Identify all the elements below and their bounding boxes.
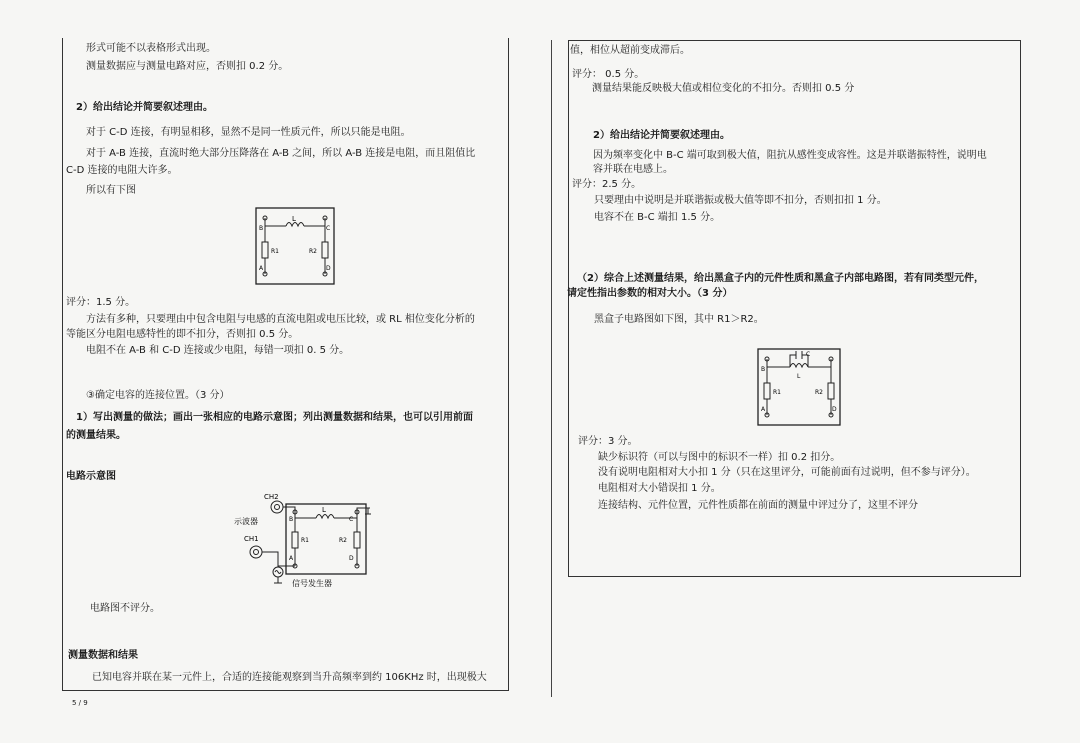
fig2-label-ch1: CH1 xyxy=(244,535,259,543)
fig3-label-D: D xyxy=(832,406,837,413)
left-line-method-task-cont: 的测量结果。 xyxy=(66,430,126,441)
fig2-label-B: B xyxy=(289,516,294,523)
right-score-2: 评分：2.5 分。 xyxy=(572,179,642,190)
left-heading-diagram: 电路示意图 xyxy=(66,471,116,482)
left-score-1: 评分：1.5 分。 xyxy=(66,297,136,308)
left-line-ab-cont: C-D 连接的电阻大许多。 xyxy=(66,165,178,176)
fig1-label-A: A xyxy=(259,265,264,272)
left-line-method-task: 1）写出测量的做法；画出一张相应的电路示意图；列出测量数据和结果，也可以引用前面 xyxy=(76,412,473,423)
fig1-label-C: C xyxy=(326,225,331,232)
fig3-label-B: B xyxy=(761,366,766,373)
right-line-17: 连接结构、元件位置，元件性质都在前面的测量中评过分了，这里不评分 xyxy=(598,500,918,511)
left-line-methods-cont: 等能区分电阻电感特性的即不扣分，否则扣 0.5 分。 xyxy=(66,329,299,340)
fig2-label-L: L xyxy=(322,506,326,514)
fig3-label-C: C xyxy=(806,351,811,358)
fig2-label-C: C xyxy=(349,516,354,523)
fig2-label-D: D xyxy=(349,555,354,562)
right-line-blackbox: 黑盒子电路图如下图，其中 R1＞R2。 xyxy=(594,314,764,325)
page-divider xyxy=(551,40,552,697)
left-line-ab: 对于 A-B 连接，直流时绝大部分压降落在 A-B 之间，所以 A-B 连接是电阻，而且阻值比 xyxy=(86,148,476,159)
left-line-methods: 方法有多种，只要理由中包含电阻与电感的直流电阻或电压比较，或 RL 相位变化分析的 xyxy=(86,314,475,325)
left-heading-data: 测量数据和结果 xyxy=(68,650,138,661)
right-heading-summary: （2）综合上述测量结果，给出黑盒子内的元件性质和黑盒子内部电路图，若有同类型元件， xyxy=(577,273,984,284)
left-line-figure-intro: 所以有下图 xyxy=(86,185,136,196)
left-line-2: 测量数据应与测量电路对应，否则扣 0.2 分。 xyxy=(86,61,289,72)
right-heading-summary-cont: 请定性指出参数的相对大小。（3 分） xyxy=(567,288,733,299)
right-line-8: 只要理由中说明是并联谐振或极大值等即不扣分，否则扣扣 1 分。 xyxy=(594,195,887,206)
right-line-reason: 因为频率变化中 B-C 端可取到极大值，阻抗从感性变成容性。这是并联谐振特性，说明电 xyxy=(593,150,987,161)
right-page-frame xyxy=(568,40,1021,577)
right-heading-conclusion: 2）给出结论并简要叙述理由。 xyxy=(593,130,730,141)
fig3-label-R1: R1 xyxy=(773,389,781,396)
right-line-15: 没有说明电阻相对大小扣 1 分（只在这里评分，可能前面有过说明，但不参与评分）。 xyxy=(598,467,976,478)
circuit-figure-1 xyxy=(254,206,336,286)
right-line-reason-cont: 容并联在电感上。 xyxy=(593,164,673,175)
circuit-figure-2 xyxy=(228,490,378,590)
fig1-label-B: B xyxy=(259,225,264,232)
fig2-label-generator: 信号发生器 xyxy=(292,579,332,588)
fig1-label-L: L xyxy=(292,215,296,223)
left-line-known: 已知电容并联在某一元件上，合适的连接能观察到当升高频率到约 106KHz 时，出现极大 xyxy=(92,672,487,683)
left-heading-conclusion: 2）给出结论并简要叙述理由。 xyxy=(76,102,213,113)
fig2-label-A: A xyxy=(289,555,294,562)
left-line-deduct: 电阻不在 A-B 和 C-D 连接或少电阻，每错一项扣 0. 5 分。 xyxy=(86,345,350,356)
fig2-label-R2: R2 xyxy=(339,537,347,544)
fig2-label-R1: R1 xyxy=(301,537,309,544)
left-line-no-score: 电路图不评分。 xyxy=(90,603,160,614)
right-score-1: 评分： 0.5 分。 xyxy=(572,69,645,80)
fig2-label-ch2: CH2 xyxy=(264,493,279,501)
right-line-16: 电阻相对大小错误扣 1 分。 xyxy=(598,483,721,494)
fig1-label-R1: R1 xyxy=(271,248,279,255)
right-line-1: 值，相位从超前变成滞后。 xyxy=(570,45,690,56)
fig3-label-A: A xyxy=(761,406,766,413)
left-line-1: 形式可能不以表格形式出现。 xyxy=(86,43,216,54)
fig2-label-scope: 示波器 xyxy=(234,517,258,526)
right-line-9: 电容不在 B-C 端扣 1.5 分。 xyxy=(594,212,721,223)
fig1-label-D: D xyxy=(326,265,331,272)
right-line-3: 测量结果能反映极大值或相位变化的不扣分。否则扣 0.5 分 xyxy=(592,83,855,94)
right-line-14: 缺少标识符（可以与图中的标识不一样）扣 0.2 扣分。 xyxy=(598,452,841,463)
page-number: 5 / 9 xyxy=(72,699,88,707)
left-heading-capacitor: ③确定电容的连接位置。（3 分） xyxy=(86,390,230,401)
circuit-figure-3 xyxy=(756,347,842,427)
fig1-label-R2: R2 xyxy=(309,248,317,255)
fig3-label-R2: R2 xyxy=(815,389,823,396)
left-line-cd: 对于 C-D 连接，有明显相移，显然不是同一性质元件，所以只能是电阻。 xyxy=(86,127,411,138)
fig3-label-L: L xyxy=(797,373,801,380)
right-score-3: 评分：3 分。 xyxy=(578,436,638,447)
